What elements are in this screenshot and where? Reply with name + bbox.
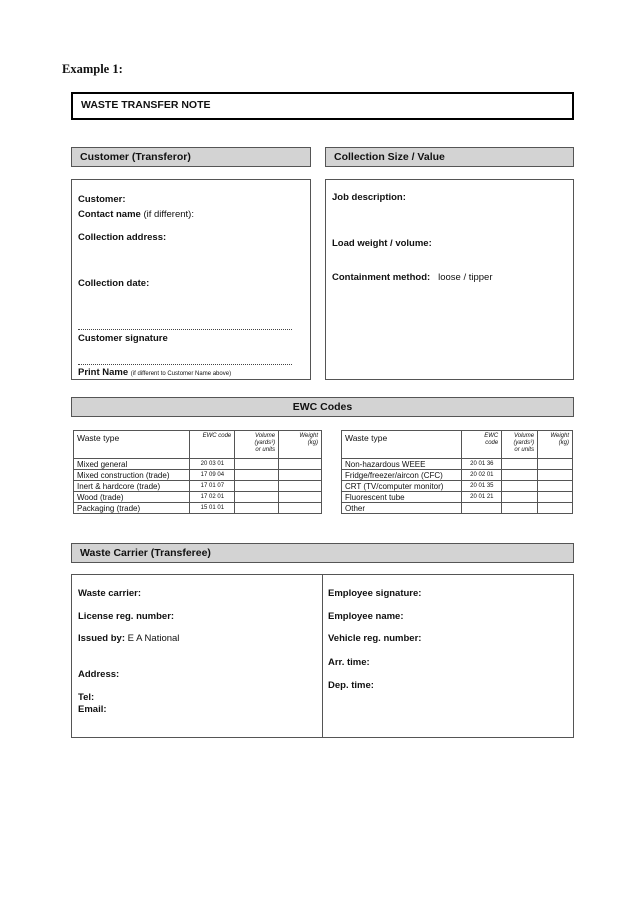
signature-line — [78, 329, 292, 330]
ewc-waste-type-cell: Mixed construction (trade) — [74, 470, 190, 481]
collection-panel — [325, 179, 574, 380]
ewc-table-right — [341, 430, 573, 514]
ewc-waste-type-cell: Non-hazardous WEEE — [342, 459, 462, 470]
vehicle-reg-field[interactable]: Vehicle reg. number: — [328, 633, 422, 644]
ewc-weight-cell[interactable] — [538, 492, 573, 503]
carrier-panel — [71, 574, 574, 738]
ewc-row — [74, 459, 322, 470]
weight-header: Weight (kg) — [279, 431, 322, 459]
ewc-volume-cell[interactable] — [235, 470, 279, 481]
ewc-row — [342, 459, 573, 470]
ewc-waste-type-cell: Wood (trade) — [74, 492, 190, 503]
waste-carrier-field[interactable]: Waste carrier: — [78, 588, 142, 599]
ewc-code-cell — [462, 503, 502, 514]
collection-address-field[interactable]: Collection address: — [78, 232, 167, 243]
ewc-row — [74, 470, 322, 481]
ewc-code-cell: 17 09 04 — [190, 470, 235, 481]
ewc-row — [342, 503, 573, 514]
customer-panel — [71, 179, 311, 380]
ewc-weight-cell[interactable] — [279, 492, 322, 503]
waste-type-header: Waste type — [342, 431, 462, 459]
ewc-weight-cell[interactable] — [279, 481, 322, 492]
ewc-row — [342, 492, 573, 503]
ewc-code-header: EWC code — [462, 431, 502, 459]
ewc-waste-type-cell: Fridge/freezer/aircon (CFC) — [342, 470, 462, 481]
volume-header: Volume (yards³) or units — [235, 431, 279, 459]
ewc-table-left — [73, 430, 322, 514]
ewc-weight-cell[interactable] — [538, 470, 573, 481]
ewc-weight-cell[interactable] — [538, 459, 573, 470]
job-description-field[interactable]: Job description: — [332, 192, 406, 203]
ewc-code-cell: 20 03 01 — [190, 459, 235, 470]
tel-field[interactable]: Tel: — [78, 692, 95, 703]
ewc-weight-cell[interactable] — [279, 503, 322, 514]
ewc-code-header: EWC code — [190, 431, 235, 459]
ewc-weight-cell[interactable] — [538, 481, 573, 492]
example-heading: Example 1: — [62, 62, 123, 76]
ewc-header-row — [342, 431, 573, 459]
load-weight-field[interactable]: Load weight / volume: — [332, 238, 432, 249]
ewc-row — [74, 492, 322, 503]
form-title: WASTE TRANSFER NOTE — [71, 92, 574, 120]
collection-section-header: Collection Size / Value — [325, 147, 574, 167]
ewc-code-cell: 17 02 01 — [190, 492, 235, 503]
waste-type-header: Waste type — [74, 431, 190, 459]
carrier-column-divider — [322, 575, 323, 737]
ewc-row — [74, 503, 322, 514]
ewc-volume-cell[interactable] — [235, 503, 279, 514]
ewc-waste-type-cell: CRT (TV/computer monitor) — [342, 481, 462, 492]
ewc-row — [74, 481, 322, 492]
containment-method-field[interactable]: Containment method: loose / tipper — [332, 272, 493, 283]
ewc-volume-cell[interactable] — [502, 470, 538, 481]
ewc-waste-type-cell: Mixed general — [74, 459, 190, 470]
ewc-waste-type-cell: Inert & hardcore (trade) — [74, 481, 190, 492]
contact-name-field[interactable]: Contact name (if different): — [78, 209, 194, 220]
employee-name-field[interactable]: Employee name: — [328, 611, 404, 622]
ewc-weight-cell[interactable] — [279, 470, 322, 481]
ewc-volume-cell[interactable] — [235, 459, 279, 470]
ewc-volume-cell[interactable] — [235, 492, 279, 503]
ewc-weight-cell[interactable] — [279, 459, 322, 470]
ewc-volume-cell[interactable] — [235, 481, 279, 492]
customer-section-header: Customer (Transferor) — [71, 147, 311, 167]
print-name-line — [78, 364, 292, 365]
ewc-row — [342, 470, 573, 481]
ewc-code-cell: 20 02 01 — [462, 470, 502, 481]
carrier-address-field[interactable]: Address: — [78, 669, 120, 680]
ewc-waste-type-cell: Packaging (trade) — [74, 503, 190, 514]
ewc-code-cell: 15 01 01 — [190, 503, 235, 514]
issued-by-field[interactable]: Issued by: E A National — [78, 633, 180, 644]
arrival-time-field[interactable]: Arr. time: — [328, 657, 370, 668]
collection-date-field[interactable]: Collection date: — [78, 278, 150, 289]
ewc-waste-type-cell: Other — [342, 503, 462, 514]
ewc-row — [342, 481, 573, 492]
employee-signature-field[interactable]: Employee signature: — [328, 588, 422, 599]
license-number-field[interactable]: License reg. number: — [78, 611, 175, 622]
ewc-code-cell: 17 01 07 — [190, 481, 235, 492]
customer-field[interactable]: Customer: — [78, 194, 126, 205]
ewc-code-cell: 20 01 35 — [462, 481, 502, 492]
volume-header: Volume (yards³) or units — [502, 431, 538, 459]
weight-header: Weight (kg) — [538, 431, 573, 459]
ewc-volume-cell[interactable] — [502, 459, 538, 470]
ewc-volume-cell[interactable] — [502, 503, 538, 514]
departure-time-field[interactable]: Dep. time: — [328, 680, 374, 691]
ewc-weight-cell[interactable] — [538, 503, 573, 514]
ewc-waste-type-cell: Fluorescent tube — [342, 492, 462, 503]
ewc-volume-cell[interactable] — [502, 481, 538, 492]
ewc-header-row — [74, 431, 322, 459]
ewc-code-cell: 20 01 36 — [462, 459, 502, 470]
ewc-volume-cell[interactable] — [502, 492, 538, 503]
ewc-code-cell: 20 01 21 — [462, 492, 502, 503]
print-name-field[interactable]: Print Name (if different to Customer Name above) — [78, 367, 232, 378]
customer-signature-field[interactable]: Customer signature — [78, 333, 168, 344]
ewc-section-header: EWC Codes — [71, 397, 574, 417]
carrier-section-header: Waste Carrier (Transferee) — [71, 543, 574, 563]
email-field[interactable]: Email: — [78, 704, 107, 715]
